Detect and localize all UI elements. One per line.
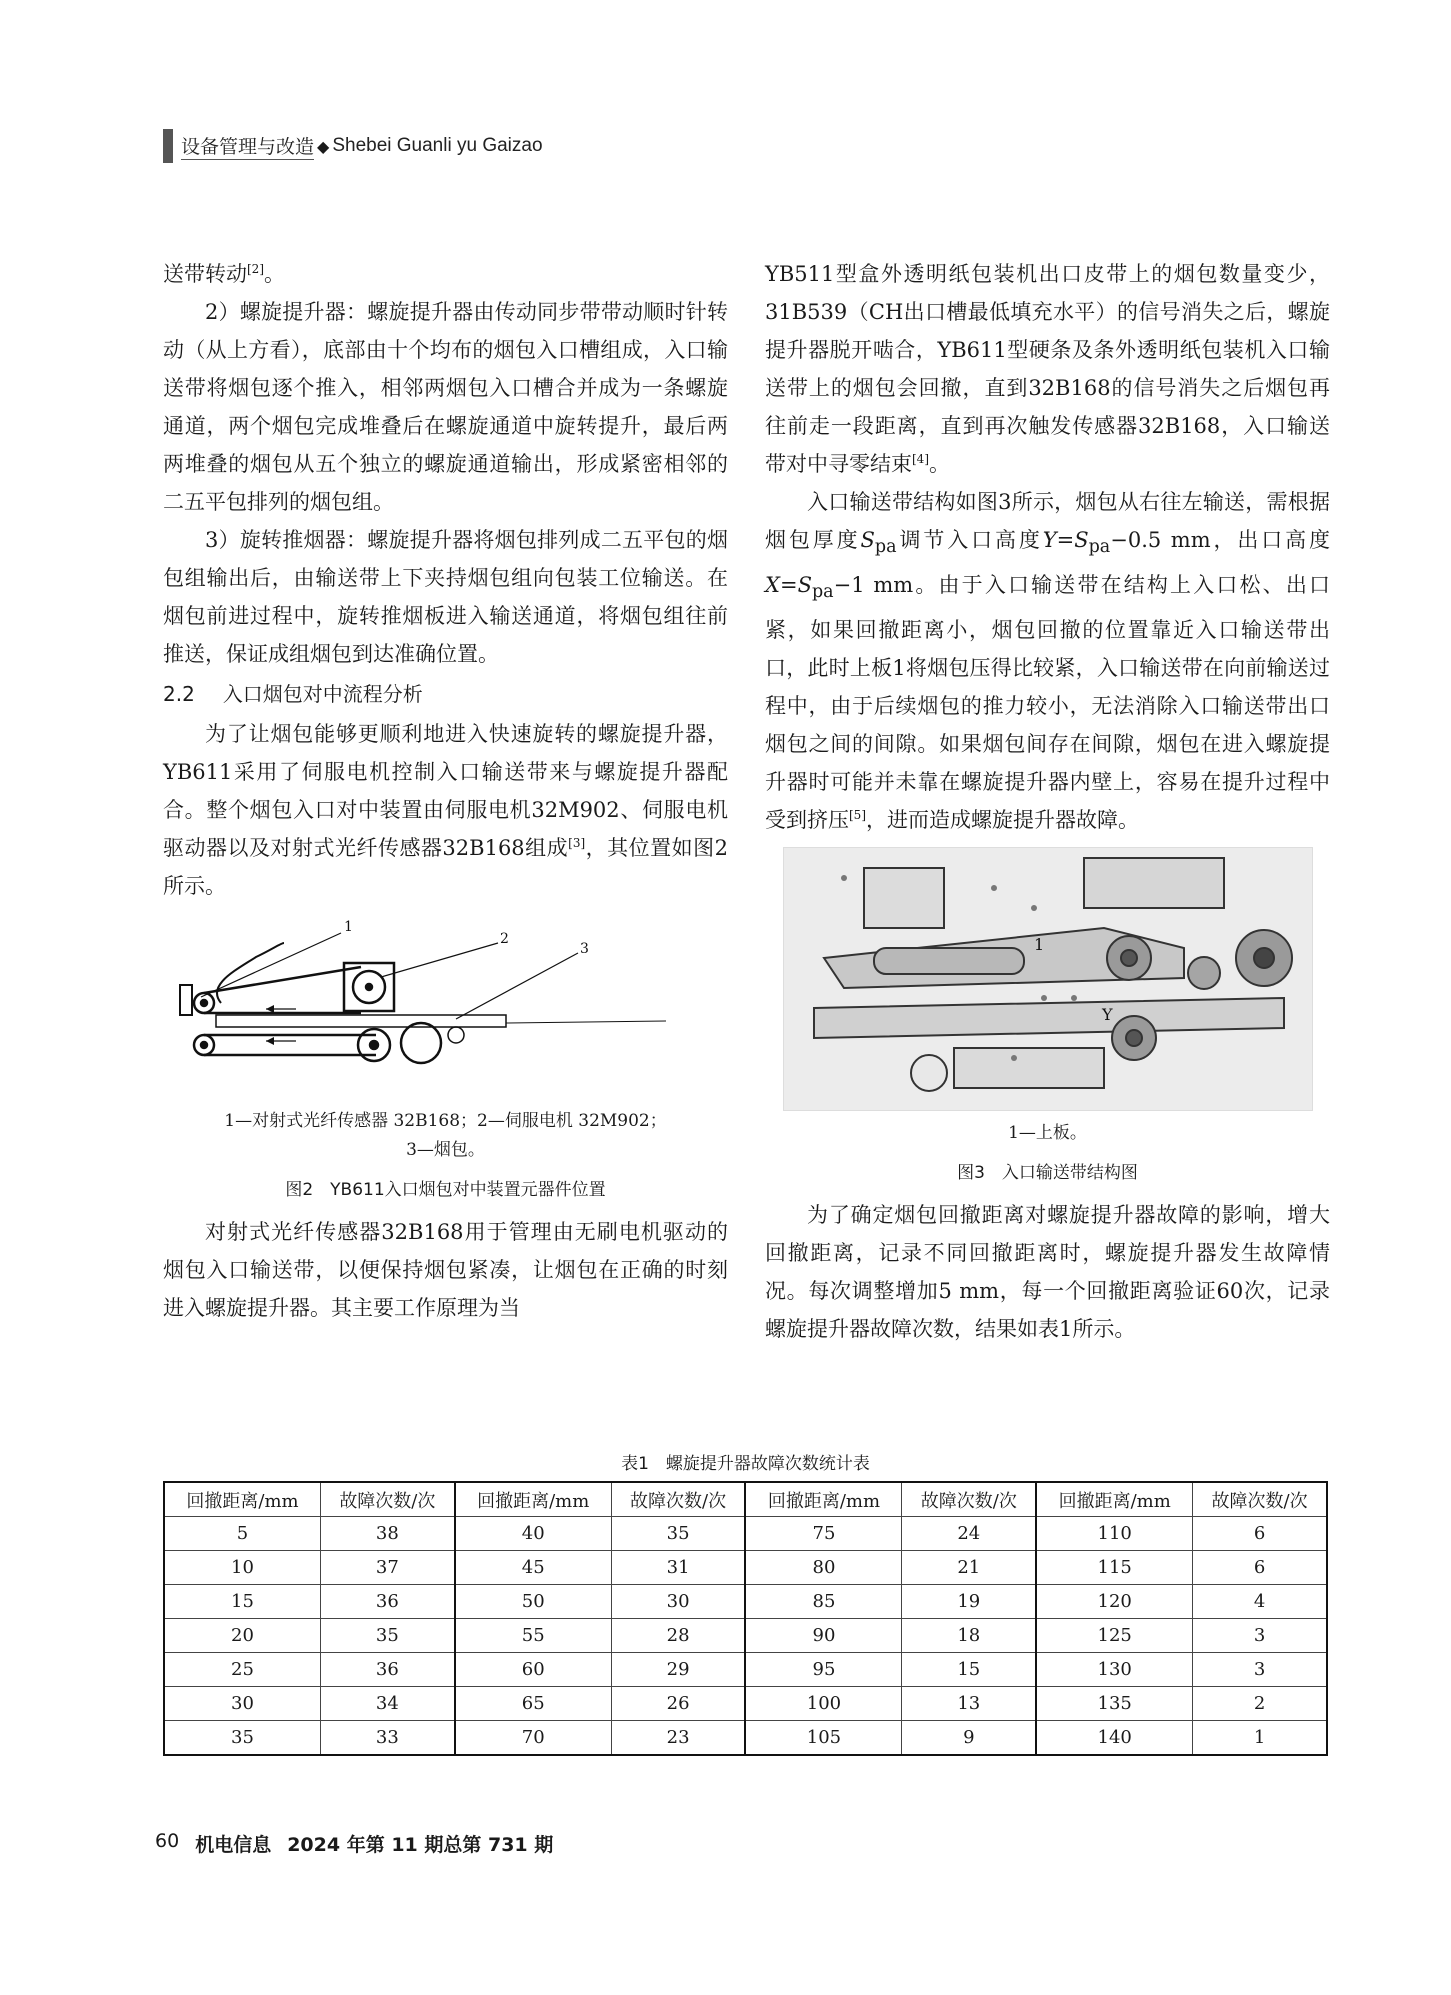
table-cell: 28 [611,1619,745,1653]
table-cell: 120 [1036,1585,1192,1619]
figure-3-label: 1 [1034,935,1045,955]
table-cell: 55 [455,1619,611,1653]
page-number: 60 [155,1830,180,1852]
paragraph: 对射式光纤传感器32B168用于管理由无刷电机驱动的烟包入口输送带，以便保持烟包紧凑，让烟包在正确的时刻进入螺旋提升器。其主要工作原理为当 [163,1220,728,1320]
table-1 [163,1447,1328,1756]
table-cell: 105 [745,1721,901,1756]
table-cell: 10 [164,1551,320,1585]
citation: [4] [912,452,929,466]
table-row [164,1653,1327,1687]
right-column [765,255,1330,1348]
figure-2-diagram [166,915,726,1103]
table-row [164,1585,1327,1619]
figure-2-caption: 图2 YB611入口烟包对中装置元器件位置 [285,1180,606,1200]
figure-3-note: 1—上板。 [1008,1123,1087,1144]
citation: [2] [247,262,264,276]
table-cell: 90 [745,1619,901,1653]
table-cell: 135 [1036,1687,1192,1721]
figure-2-label: 2 [500,931,509,947]
column-header: 故障次数/次 [902,1482,1036,1517]
citation: [3] [568,836,586,850]
table-cell: 21 [902,1551,1036,1585]
table-cell: 26 [611,1687,745,1721]
table-cell: 130 [1036,1653,1192,1687]
table-cell: 65 [455,1687,611,1721]
table-cell: 40 [455,1517,611,1551]
table-row [164,1687,1327,1721]
diamond-icon: ◆ [317,136,330,156]
header-bar [163,129,173,163]
table-cell: 6 [1193,1517,1327,1551]
table-cell: 35 [611,1517,745,1551]
table-cell: 80 [745,1551,901,1585]
table-cell: 6 [1193,1551,1327,1585]
figure-2-note: 1—对射式光纤传感器 32B168；2—伺服电机 32M902； 3—烟包。 [224,1111,667,1160]
column-header: 回撤距离/mm [164,1482,320,1517]
table-cell: 24 [902,1517,1036,1551]
table-cell: 20 [164,1619,320,1653]
table-cell: 36 [320,1653,454,1687]
table-cell: 18 [902,1619,1036,1653]
section-heading: 2.2 入口烟包对中流程分析 [163,682,423,706]
column-header: 回撤距离/mm [455,1482,611,1517]
table-cell: 3 [1193,1653,1327,1687]
table-row [164,1551,1327,1585]
table-cell: 70 [455,1721,611,1756]
header-title-cn: 设备管理与改造 [181,132,314,160]
table-cell: 9 [902,1721,1036,1756]
column-header: 故障次数/次 [1193,1482,1327,1517]
table-cell: 4 [1193,1585,1327,1619]
table-cell: 85 [745,1585,901,1619]
header-title-en: Shebei Guanli yu Gaizao [332,135,543,156]
table-cell: 75 [745,1517,901,1551]
table-cell: 23 [611,1721,745,1756]
paragraph: 3）旋转推烟器：螺旋提升器将烟包排列成二五平包的烟包组输出后，由输送带上下夹持烟包组向包装工位输送。在烟包前进过程中，旋转推烟板进入输送通道，将烟包组往前推送，保证成组烟包到达准确位置。 [163,528,728,666]
table-row [164,1619,1327,1653]
paragraph: 为了让烟包能够更顺利地进入快速旋转的螺旋提升器，YB611采用了伺服电机控制入口输送带来与螺旋提升器配合。整个烟包入口对中装置由伺服电机32M902、伺服电机驱动器以及对射式光纤传感器32B168组成[3]，其位置如图2所示。 [163,722,728,898]
paragraph: YB511型盒外透明纸包装机出口皮带上的烟包数量变少，31B539（CH出口槽最低填充水平）的信号消失之后，螺旋提升器脱开啮合，YB611型硬条及条外透明纸包装机入口输送带上的烟包会回撤，直到32B168的信号消失之后烟包再往前走一段距离，直到再次触发传感器32B168，入口输送带对中寻零结束[4]。 [765,262,1330,476]
column-header: 回撤距离/mm [745,1482,901,1517]
table-cell: 25 [164,1653,320,1687]
table-cell: 13 [902,1687,1036,1721]
table-cell: 29 [611,1653,745,1687]
table-cell: 35 [320,1619,454,1653]
table-cell: 30 [164,1687,320,1721]
table-cell: 33 [320,1721,454,1756]
column-header: 回撤距离/mm [1036,1482,1192,1517]
issue-info: 2024 年第 11 期总第 731 期 [287,1834,554,1856]
citation: [5] [849,808,866,823]
table-cell: 15 [902,1653,1036,1687]
figure-3-caption: 图3 入口输送带结构图 [957,1163,1138,1184]
data-table [163,1481,1328,1756]
table-cell: 2 [1193,1687,1327,1721]
page-footer [155,1830,553,1857]
table-title: 表1 螺旋提升器故障次数统计表 [621,1454,870,1474]
table-row [164,1517,1327,1551]
paragraph: 为了确定烟包回撤距离对螺旋提升器故障的影响，增大回撤距离，记录不同回撤距离时，螺旋提升器发生故障情况。每次调整增加5 mm，每一个回撤距离验证60次，记录螺旋提升器故障次数，结果如表1所示。 [765,1203,1330,1342]
table-cell: 100 [745,1687,901,1721]
table-cell: 110 [1036,1517,1192,1551]
table-cell: 115 [1036,1551,1192,1585]
table-cell: 5 [164,1517,320,1551]
table-cell: 31 [611,1551,745,1585]
table-cell: 34 [320,1687,454,1721]
table-cell: 1 [1193,1721,1327,1756]
table-cell: 125 [1036,1619,1192,1653]
left-column [163,255,728,1327]
table-cell: 19 [902,1585,1036,1619]
figure-3-photo [783,847,1313,1111]
column-header: 故障次数/次 [320,1482,454,1517]
table-cell: 35 [164,1721,320,1756]
table-cell: 60 [455,1653,611,1687]
figure-2-label: 3 [580,941,589,957]
table-row [164,1721,1327,1756]
table-header-row [164,1482,1327,1517]
paragraph: 送带转动[2]。 [163,262,285,286]
table-cell: 50 [455,1585,611,1619]
figure-2-label: 1 [344,919,353,935]
table-cell: 38 [320,1517,454,1551]
journal-name: 机电信息 [195,1834,272,1856]
paragraph: 入口输送带结构如图3所示，烟包从右往左输送，需根据烟包厚度$S_{pa}$调节入口高度$Y=S_{pa}-0.5$ mm，出口高度$X=S_{pa}-1$ mm。由于入口输送带在结构上入口松、出口紧，如果回撤距离小，烟包回撤的位置靠近入口输送带出口，此时上板1将烟包压得比较紧，入口输送带在向前输送过程中，由于后续烟包的推力较小，无法消除入口输送带出口烟包之间的间隙。如果烟包间存在间隙，烟包在进入螺旋提升器时可能并未靠在螺旋提升器内壁上，容易在提升过程中受到挤压[5]，进而造成螺旋提升器故障。 [765,490,1331,833]
table-cell: 3 [1193,1619,1327,1653]
table-cell: 36 [320,1585,454,1619]
table-cell: 95 [745,1653,901,1687]
running-header [163,128,543,164]
table-cell: 30 [611,1585,745,1619]
figure-3-label: Y [1102,1005,1113,1025]
table-cell: 15 [164,1585,320,1619]
column-header: 故障次数/次 [611,1482,745,1517]
paragraph: 2）螺旋提升器：螺旋提升器由传动同步带带动顺时针转动（从上方看），底部由十个均布的烟包入口槽组成，入口输送带将烟包逐个推入，相邻两烟包入口槽合并成为一条螺旋通道，两个烟包完成堆叠后在螺旋通道中旋转提升，最后两两堆叠的烟包从五个独立的螺旋通道输出，形成紧密相邻的二五平包排列的烟包组。 [163,300,728,514]
table-cell: 37 [320,1551,454,1585]
table-cell: 140 [1036,1721,1192,1756]
table-cell: 45 [455,1551,611,1585]
